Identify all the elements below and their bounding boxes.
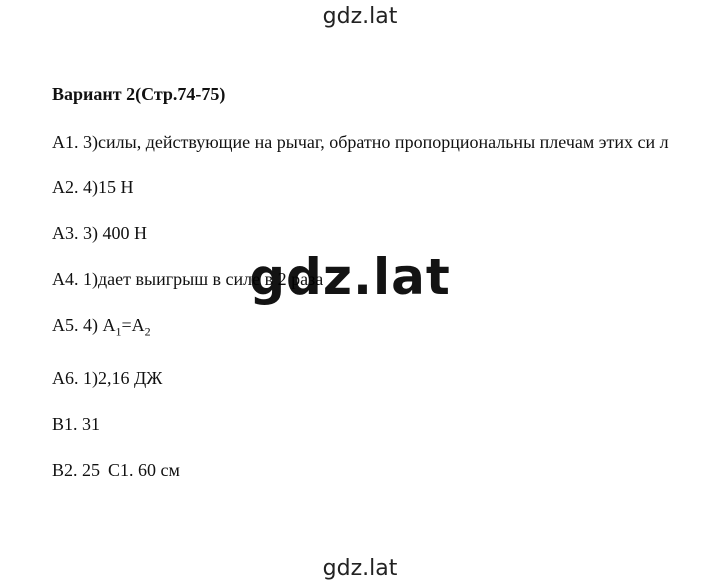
answer-a5 (52, 311, 692, 346)
watermark-top: gdz.lat (322, 4, 398, 29)
answer-c1: С1. 60 см (108, 459, 180, 480)
answer-a6: А6. 1)2,16 ДЖ (52, 367, 163, 388)
answer-a5-mid: =A (121, 315, 145, 335)
answer-a1: А1. 3)силы, действующие на рычаг, обратно пропорциональны плечам этих си л (52, 132, 669, 152)
answer-b2-c1 (52, 456, 692, 484)
answer-b1: В1. 31 (52, 413, 101, 434)
answer-a5-prefix: А5. 4) A (52, 315, 116, 335)
answer-a4: А4. 1)дает выигрыш в силе в 2 раза (52, 269, 324, 289)
watermark-bottom: gdz.lat (322, 556, 398, 581)
answer-a5-sub1: 1 (115, 324, 122, 339)
answer-b2: В2. 25 (52, 459, 101, 480)
answer-a3: А3. 3) 400 Н (52, 223, 147, 243)
variant-title: Вариант 2(Стр.74-75) (52, 84, 226, 104)
watermark-center: gdz.lat (249, 248, 451, 306)
answer-a2: А2. 4)15 Н (52, 177, 134, 197)
answer-a5-sub2: 2 (144, 324, 151, 339)
